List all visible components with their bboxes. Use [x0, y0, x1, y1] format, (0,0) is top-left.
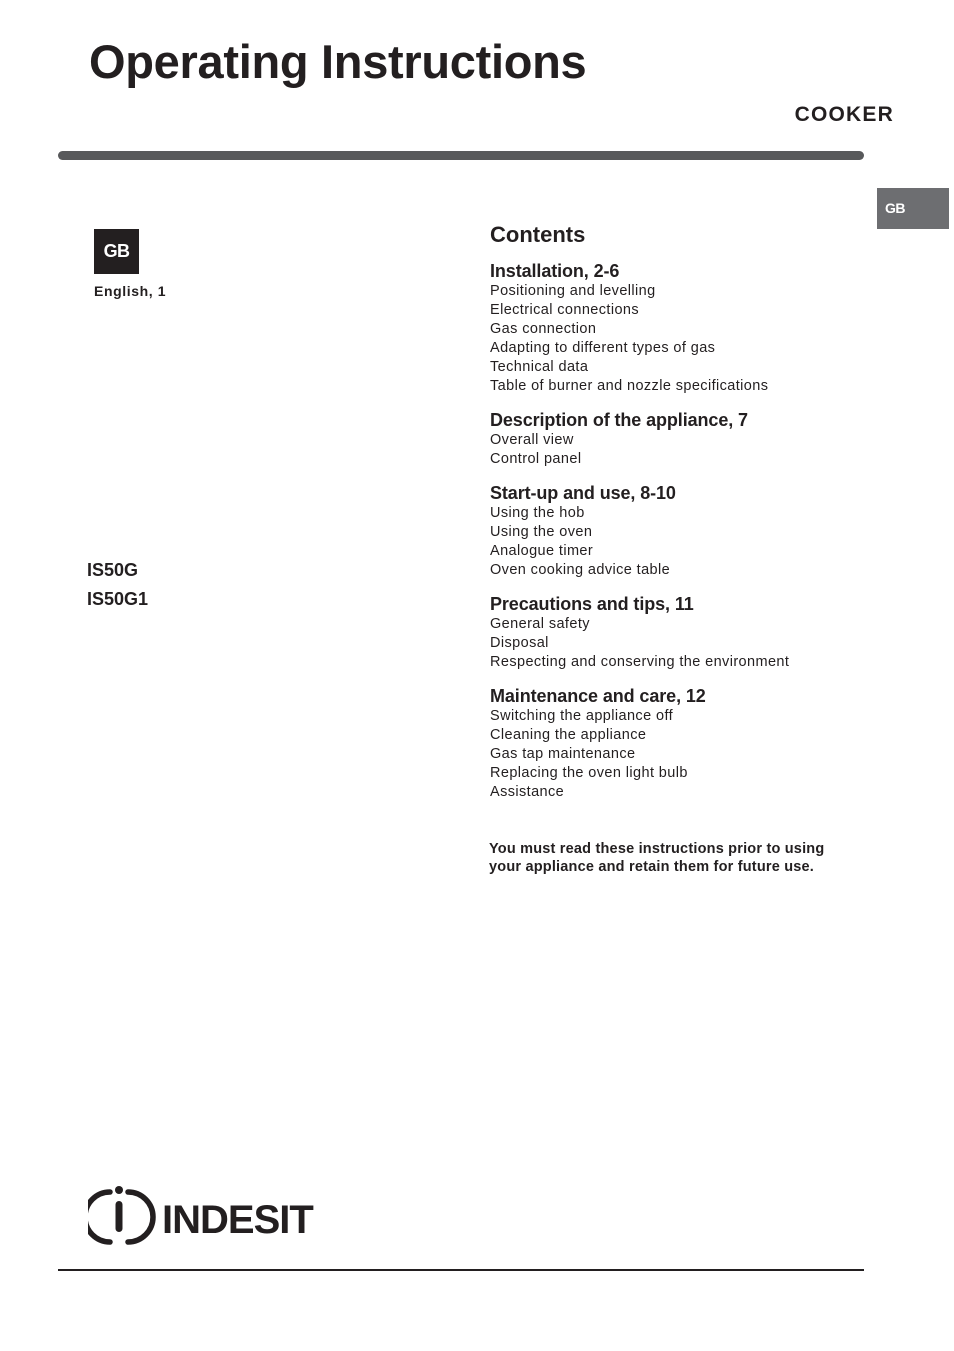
footer-divider [58, 1269, 864, 1271]
read-instructions-notice: You must read these instructions prior to using your appliance and retain them for future use. [489, 841, 825, 875]
toc-section-title: Precautions and tips, 11 [490, 594, 694, 614]
language-page-label: English, 1 [94, 283, 167, 299]
header-divider [58, 151, 864, 160]
toc-section-title: Start-up and use, 8-10 [490, 483, 676, 503]
toc-item: Electrical connections [490, 302, 640, 318]
toc-section-installation [490, 260, 870, 396]
toc-section-title: Installation, 2-6 [490, 261, 620, 281]
toc-section-description [490, 409, 870, 469]
table-of-contents [490, 220, 870, 815]
toc-item: General safety [490, 616, 590, 632]
product-type-label: COOKER [794, 103, 894, 126]
toc-item: Disposal [490, 635, 549, 651]
toc-item: Table of burner and nozzle specifications [490, 378, 769, 394]
toc-item: Technical data [490, 359, 589, 375]
toc-item: Replacing the oven light bulb [490, 765, 688, 781]
model-number: IS50G1 [87, 589, 149, 609]
toc-item: Using the hob [490, 505, 585, 521]
toc-item: Gas tap maintenance [490, 746, 636, 762]
model-list [87, 556, 148, 614]
language-badge: GB [94, 229, 139, 274]
toc-item: Overall view [490, 432, 574, 448]
page-title: Operating Instructions [89, 35, 587, 88]
toc-section-title: Description of the appliance, 7 [490, 410, 748, 430]
toc-item: Respecting and conserving the environment [490, 654, 790, 670]
language-side-tab: GB [877, 188, 949, 229]
toc-item: Positioning and levelling [490, 283, 656, 299]
model-number: IS50G [87, 560, 139, 580]
toc-section-precautions [490, 593, 870, 672]
toc-item: Control panel [490, 451, 582, 467]
toc-item: Analogue timer [490, 543, 594, 559]
toc-item: Using the oven [490, 524, 593, 540]
toc-item: Assistance [490, 784, 565, 800]
toc-item: Cleaning the appliance [490, 727, 647, 743]
toc-section-maintenance [490, 685, 870, 802]
toc-item: Switching the appliance off [490, 708, 674, 724]
brand-wordmark: INDESIT [162, 1198, 313, 1242]
contents-heading: Contents [490, 222, 586, 247]
toc-item: Oven cooking advice table [490, 562, 671, 578]
toc-section-startup [490, 482, 870, 580]
indesit-logo-icon [88, 1184, 320, 1248]
toc-item: Gas connection [490, 321, 597, 337]
toc-section-title: Maintenance and care, 12 [490, 686, 706, 706]
toc-item: Adapting to different types of gas [490, 340, 716, 356]
